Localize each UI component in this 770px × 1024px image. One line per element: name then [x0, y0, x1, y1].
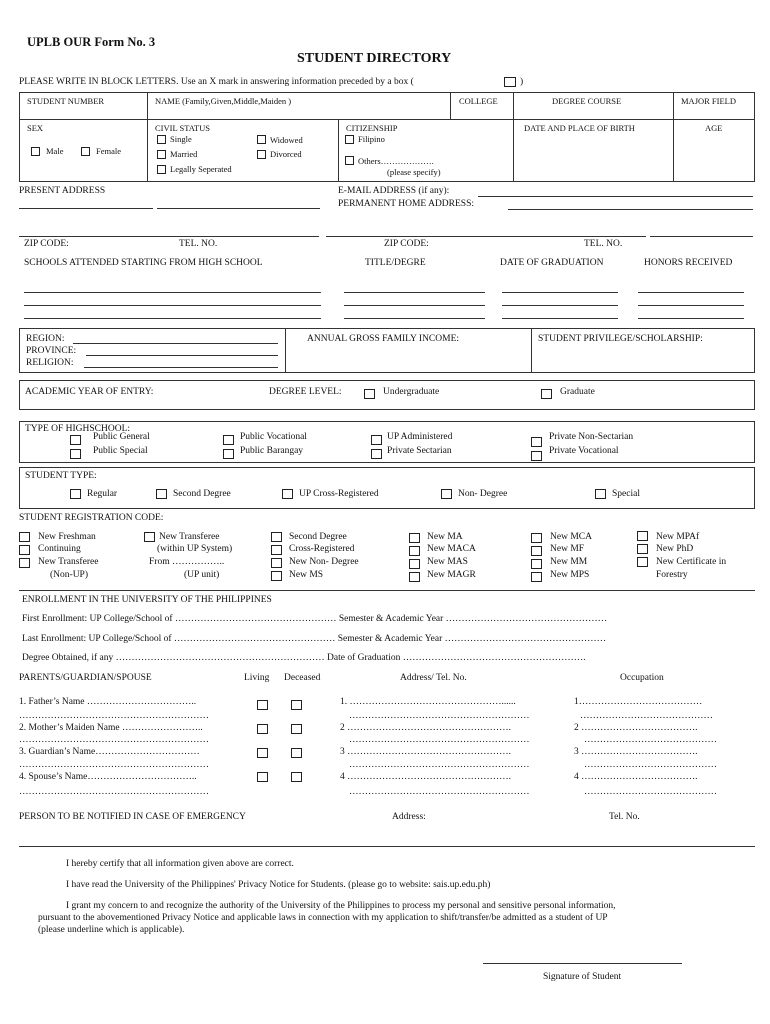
forestry-label: Forestry — [656, 570, 688, 580]
mother-living-checkbox[interactable] — [257, 724, 268, 734]
cross-registered-label: Cross-Registered — [289, 544, 355, 554]
new-freshman-label: New Freshman — [38, 532, 96, 542]
father-address-cont: ………………………………………………… — [349, 711, 530, 721]
new-phd-label: New PhD — [656, 544, 694, 554]
title-degree-label: TITLE/DEGRE — [365, 258, 426, 268]
new-certificate-checkbox[interactable] — [637, 557, 648, 567]
father-name-line: 1. Father’s Name …………………………….. — [19, 697, 197, 707]
second-degree-type-label: Second Degree — [173, 489, 231, 499]
guardian-occupation-line: 3 ………………………………. — [574, 747, 698, 757]
new-magr-checkbox[interactable] — [409, 572, 420, 582]
special-label: Special — [612, 489, 640, 499]
public-barangay-checkbox[interactable] — [223, 449, 234, 459]
others-checkbox[interactable] — [345, 156, 354, 165]
new-ma-label: New MA — [427, 532, 463, 542]
deceased-label: Deceased — [284, 673, 321, 683]
up-unit-label: (UP unit) — [184, 570, 220, 580]
public-vocational-label: Public Vocational — [240, 432, 307, 442]
mother-name-cont: …………………………………………………… — [19, 735, 209, 745]
non-degree-checkbox[interactable] — [441, 489, 452, 499]
public-barangay-label: Public Barangay — [240, 446, 304, 456]
page-title: STUDENT DIRECTORY — [297, 51, 452, 66]
religion-field[interactable] — [84, 367, 278, 368]
new-ms-label: New MS — [289, 570, 324, 580]
new-mas-checkbox[interactable] — [409, 559, 420, 569]
new-non-degree-checkbox[interactable] — [271, 558, 282, 568]
new-phd-checkbox[interactable] — [637, 544, 648, 554]
last-enrollment-line: Last Enrollment: UP College/School of …………………………………………… Semester & Academic Year …………………………………………… — [22, 634, 607, 644]
regular-label: Regular — [87, 489, 118, 499]
sample-checkbox — [504, 77, 516, 87]
degree-obtained-line: Degree Obtained, if any ………………………………………………………… Date of Graduation …………………………………………………. — [22, 653, 586, 663]
privilege-label: STUDENT PRIVILEGE/SCHOLARSHIP: — [538, 334, 703, 344]
spouse-living-checkbox[interactable] — [257, 772, 268, 782]
guardian-deceased-checkbox[interactable] — [291, 748, 302, 758]
consent-line-2: pursuant to the abovementioned Privacy Notice and applicable laws in connection with my application to shift/transfer/be admitted as a student of UP — [38, 913, 608, 923]
second-degree-code-label: Second Degree — [289, 532, 347, 542]
new-transferee-nonup-checkbox[interactable] — [19, 558, 30, 568]
married-label: Married — [170, 149, 198, 159]
academic-year-label: ACADEMIC YEAR OF ENTRY: — [25, 387, 154, 397]
sex-label: SEX — [27, 123, 44, 133]
schools-attended-label: SCHOOLS ATTENDED STARTING FROM HIGH SCHOOL — [24, 258, 263, 268]
private-sectarian-checkbox[interactable] — [371, 449, 382, 459]
privacy-notice-line: I have read the University of the Philippines' Privacy Notice for Students. (please go to website: sais.up.edu.ph) — [66, 880, 491, 890]
new-mf-checkbox[interactable] — [531, 546, 542, 556]
new-mf-label: New MF — [550, 544, 585, 554]
cross-registered-checkbox[interactable] — [271, 545, 282, 555]
major-field-label: MAJOR FIELD — [681, 96, 737, 106]
province-label: PROVINCE: — [26, 346, 77, 356]
female-label: Female — [96, 146, 122, 156]
emergency-label: PERSON TO BE NOTIFIED IN CASE OF EMERGENCY — [19, 812, 246, 822]
new-mps-checkbox[interactable] — [531, 572, 542, 582]
undergraduate-label: Undergraduate — [383, 387, 440, 397]
private-sectarian-label: Private Sectarian — [387, 446, 452, 456]
new-transferee-up-label: New Transferee — [159, 532, 220, 542]
permanent-address-field[interactable] — [508, 209, 753, 210]
undergraduate-checkbox[interactable] — [364, 389, 375, 399]
private-non-sectarian-checkbox[interactable] — [531, 437, 542, 447]
date-graduation-label: DATE OF GRADUATION — [500, 258, 604, 268]
up-administered-checkbox[interactable] — [371, 435, 382, 445]
spouse-name-line: 4. Spouse’s Name…………………………….. — [19, 772, 197, 782]
name-label: NAME (Family,Given,Middle,Maiden ) — [155, 96, 292, 106]
college-label: COLLEGE — [459, 96, 498, 106]
up-cross-registered-label: UP Cross-Registered — [299, 489, 379, 499]
up-cross-registered-checkbox[interactable] — [282, 489, 293, 499]
guardian-living-checkbox[interactable] — [257, 748, 268, 758]
new-mpaf-checkbox[interactable] — [637, 531, 648, 541]
present-address-label: PRESENT ADDRESS — [19, 186, 106, 196]
male-checkbox[interactable] — [31, 147, 40, 156]
mother-deceased-checkbox[interactable] — [291, 724, 302, 734]
mother-occupation-cont: …………………………………… — [584, 735, 717, 745]
signature-line[interactable] — [483, 963, 682, 964]
spouse-address-cont: ………………………………………………… — [349, 787, 530, 797]
province-field[interactable] — [86, 355, 278, 356]
please-specify-label: (please specify) — [387, 167, 441, 177]
female-checkbox[interactable] — [81, 147, 90, 156]
male-label: Male — [46, 146, 64, 156]
private-vocational-label: Private Vocational — [549, 446, 619, 456]
new-maca-label: New MACA — [427, 544, 476, 554]
date-place-birth-label: DATE AND PLACE OF BIRTH — [524, 123, 635, 133]
mother-address-cont: ………………………………………………… — [349, 735, 530, 745]
student-number-label: STUDENT NUMBER — [27, 96, 105, 106]
private-vocational-checkbox[interactable] — [531, 451, 542, 461]
married-checkbox[interactable] — [157, 150, 166, 159]
student-type-box — [19, 467, 755, 509]
filipino-checkbox[interactable] — [345, 135, 354, 144]
regular-checkbox[interactable] — [70, 489, 81, 499]
graduate-checkbox[interactable] — [541, 389, 552, 399]
public-vocational-checkbox[interactable] — [223, 435, 234, 445]
widowed-checkbox[interactable] — [257, 135, 266, 144]
consent-line-3: (please underline which is applicable). — [38, 925, 185, 935]
guardian-name-cont: …………………………………………………… — [19, 760, 209, 770]
first-enrollment-line: First Enrollment: UP College/School of …………………………………………… Semester & Academic Year …………………………………………… — [22, 614, 608, 624]
zip-code-label-1: ZIP CODE: — [24, 239, 69, 249]
new-transferee-nonup-label: New Transferee — [38, 557, 99, 567]
new-mm-label: New MM — [550, 557, 588, 567]
father-occupation-cont: …………………………………… — [580, 711, 713, 721]
non-degree-label: Non- Degree — [458, 489, 508, 499]
guardian-occupation-cont: …………………………………… — [584, 760, 717, 770]
father-occupation-line: 1………………………………… — [574, 697, 703, 707]
new-ms-checkbox[interactable] — [271, 571, 282, 581]
spouse-occupation-line: 4 ………………………………. — [574, 772, 698, 782]
registration-code-label: STUDENT REGISTRATION CODE: — [19, 513, 164, 523]
email-label: E-MAIL ADDRESS (if any): — [338, 186, 450, 196]
new-mpaf-label: New MPAf — [656, 532, 700, 542]
new-mps-label: New MPS — [550, 570, 590, 580]
new-maca-checkbox[interactable] — [409, 546, 420, 556]
certify-line: I hereby certify that all information given above are correct. — [66, 859, 294, 869]
second-degree-code-checkbox[interactable] — [271, 532, 282, 542]
honors-label: HONORS RECEIVED — [644, 258, 733, 268]
spouse-occupation-cont: …………………………………… — [584, 787, 717, 797]
father-name-cont: …………………………………………………… — [19, 711, 209, 721]
student-type-label: STUDENT TYPE: — [25, 471, 97, 481]
legally-separated-label: Legally Seperated — [170, 164, 232, 174]
public-special-checkbox[interactable] — [70, 449, 81, 459]
graduate-label: Graduate — [560, 387, 595, 397]
new-mca-label: New MCA — [550, 532, 592, 542]
father-address-line: 1. …………………………………………...... — [340, 697, 516, 707]
parents-heading: PARENTS/GUARDIAN/SPOUSE — [19, 673, 152, 683]
citizenship-label: CITIZENSHIP — [346, 123, 398, 133]
email-field[interactable] — [478, 196, 753, 197]
age-label: AGE — [705, 123, 723, 133]
up-administered-label: UP Administered — [387, 432, 453, 442]
guardian-address-cont: ………………………………………………… — [349, 760, 530, 770]
legally-separated-checkbox[interactable] — [157, 165, 166, 174]
tel-label-1: TEL. NO. — [179, 239, 218, 249]
emergency-address-label: Address: — [392, 812, 426, 822]
guardian-address-line: 3 ……………………………………………. — [340, 747, 511, 757]
special-checkbox[interactable] — [595, 489, 606, 499]
new-non-degree-label: New Non- Degree — [289, 557, 359, 567]
tel-label-2: TEL. NO. — [584, 239, 623, 249]
continuing-checkbox[interactable] — [19, 545, 30, 555]
second-degree-type-checkbox[interactable] — [156, 489, 167, 499]
spouse-deceased-checkbox[interactable] — [291, 772, 302, 782]
new-transferee-up-checkbox[interactable] — [144, 532, 155, 542]
occupation-label: Occupation — [620, 673, 664, 683]
living-label: Living — [244, 673, 270, 683]
emergency-tel-label: Tel. No. — [609, 812, 640, 822]
enrollment-heading: ENROLLMENT IN THE UNIVERSITY OF THE PHILIPPINES — [22, 595, 272, 605]
signature-label: Signature of Student — [543, 972, 622, 982]
single-checkbox[interactable] — [157, 135, 166, 144]
permanent-address-label: PERMANENT HOME ADDRESS: — [338, 199, 475, 209]
new-mas-label: New MAS — [427, 557, 468, 567]
consent-line-1: I grant my concern to and recognize the authority of the University of the Philippines to process my personal and sensitive personal information, — [66, 901, 616, 911]
guardian-name-line: 3. Guardian’s Name…………………………… — [19, 747, 200, 757]
degree-course-label: DEGREE COURSE — [552, 96, 622, 106]
religion-label: RELIGION: — [26, 358, 74, 368]
form-number: UPLB OUR Form No. 3 — [27, 35, 156, 49]
new-freshman-checkbox[interactable] — [19, 532, 30, 542]
public-general-checkbox[interactable] — [70, 435, 81, 445]
public-special-label: Public Special — [93, 446, 148, 456]
zip-code-label-2: ZIP CODE: — [384, 239, 429, 249]
civil-status-label: CIVIL STATUS — [155, 123, 210, 133]
instruction-end: ) — [520, 77, 524, 87]
divorced-label: Divorced — [270, 149, 302, 159]
mother-name-line: 2. Mother’s Maiden Name …………………….. — [19, 723, 203, 733]
region-field[interactable] — [73, 343, 278, 344]
filipino-label: Filipino — [358, 134, 385, 144]
divorced-checkbox[interactable] — [257, 150, 266, 159]
others-label: Others………………. — [358, 156, 434, 166]
spouse-name-cont: …………………………………………………… — [19, 787, 209, 797]
continuing-label: Continuing — [38, 544, 81, 554]
single-label: Single — [170, 134, 192, 144]
father-living-checkbox[interactable] — [257, 700, 268, 710]
public-general-label: Public General — [93, 432, 150, 442]
new-magr-label: New MAGR — [427, 570, 476, 580]
from-label: From …………….. — [149, 557, 225, 567]
instruction-text: PLEASE WRITE IN BLOCK LETTERS. Use an X mark in answering information preceded by a box ( — [19, 77, 414, 87]
spouse-address-line: 4 ……………………………………………. — [340, 772, 511, 782]
degree-level-label: DEGREE LEVEL: — [269, 387, 342, 397]
income-label: ANNUAL GROSS FAMILY INCOME: — [307, 334, 460, 344]
new-mca-checkbox[interactable] — [531, 533, 542, 543]
within-up-label: (within UP System) — [157, 544, 233, 554]
father-deceased-checkbox[interactable] — [291, 700, 302, 710]
new-ma-checkbox[interactable] — [409, 533, 420, 543]
new-mm-checkbox[interactable] — [531, 559, 542, 569]
highschool-type-label: TYPE OF HIGHSCHOOL: — [25, 424, 131, 434]
new-certificate-label: New Certificate in — [656, 557, 727, 567]
widowed-label: Widowed — [270, 135, 303, 145]
mother-address-line: 2 ……………………………………………. — [340, 723, 511, 733]
mother-occupation-line: 2 ………………………………. — [574, 723, 698, 733]
private-non-sectarian-label: Private Non-Sectarian — [549, 432, 634, 442]
non-up-label: (Non-UP) — [50, 570, 88, 580]
region-label: REGION: — [26, 334, 65, 344]
address-tel-label: Address/ Tel. No. — [400, 673, 467, 683]
